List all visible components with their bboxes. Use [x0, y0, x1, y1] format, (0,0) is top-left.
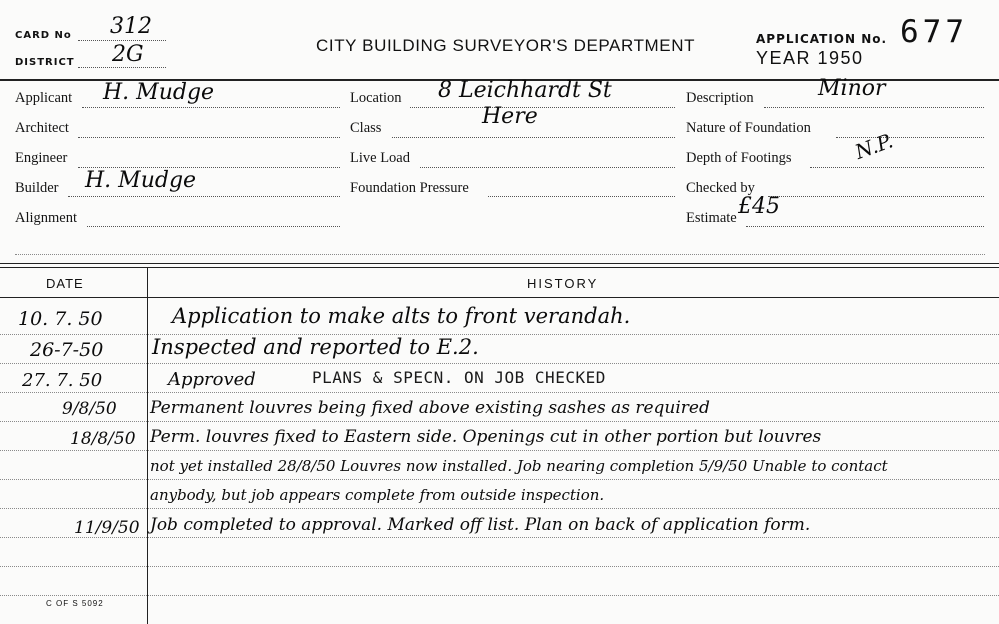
- builder-label: Builder: [15, 180, 59, 196]
- district-label: DISTRICT: [15, 57, 75, 68]
- estimate-value: £45: [738, 194, 780, 219]
- live-load-label: Live Load: [350, 150, 410, 166]
- checked-by-label: Checked by: [686, 180, 755, 196]
- department-title: CITY BUILDING SURVEYOR'S DEPARTMENT: [316, 36, 696, 55]
- history-column-header: HISTORY: [527, 276, 599, 291]
- row-line: [0, 392, 999, 393]
- alignment-line: [87, 226, 340, 227]
- row-line: [0, 595, 999, 596]
- card-no-line: [78, 40, 166, 41]
- live-load-line: [420, 167, 675, 168]
- history-text: anybody, but job appears complete from outside inspection.: [150, 486, 605, 504]
- description-value: Minor: [818, 76, 886, 101]
- depth-of-footings-line: [810, 167, 984, 168]
- date-column-divider: [147, 268, 148, 624]
- row-line: [0, 334, 999, 335]
- location-label: Location: [350, 90, 402, 106]
- class-value: Here: [482, 104, 538, 129]
- district-line: [78, 67, 166, 68]
- history-text: Approved: [168, 369, 256, 390]
- nature-of-foundation-label: Nature of Foundation: [686, 120, 811, 136]
- history-text: Perm. louvres fixed to Eastern side. Openings cut in other portion but louvres: [150, 427, 822, 447]
- history-text: Application to make alts to front verandah.: [172, 304, 631, 328]
- card-no-value: 312: [110, 14, 152, 39]
- row-line: [0, 421, 999, 422]
- application-number: 677: [900, 14, 968, 50]
- class-line: [392, 137, 675, 138]
- history-date: 11/9/50: [74, 518, 140, 538]
- estimate-line: [746, 226, 984, 227]
- history-date: 9/8/50: [62, 399, 117, 419]
- builder-line: [68, 196, 340, 197]
- checked-by-line: [768, 196, 984, 197]
- architect-line: [78, 137, 340, 138]
- history-date: 18/8/50: [70, 429, 136, 449]
- row-line: [0, 508, 999, 509]
- history-date: 10. 7. 50: [18, 308, 103, 330]
- application-label: APPLICATION No.: [756, 32, 888, 46]
- table-top-rule-2: [0, 267, 999, 268]
- depth-of-footings-label: Depth of Footings: [686, 150, 792, 166]
- fields-bottom-line: [15, 254, 985, 255]
- architect-label: Architect: [15, 120, 69, 136]
- row-line: [0, 537, 999, 538]
- history-text: Job completed to approval. Marked off list. Plan on back of application form.: [150, 515, 811, 535]
- history-date: 26-7-50: [30, 339, 104, 361]
- applicant-label: Applicant: [15, 90, 73, 106]
- row-line: [0, 450, 999, 451]
- table-header-rule: [0, 297, 999, 298]
- row-line: [0, 479, 999, 480]
- approval-stamp: PLANS & SPECN. ON JOB CHECKED: [312, 368, 606, 387]
- foundation-pressure-label: Foundation Pressure: [350, 180, 469, 196]
- history-text: not yet installed 28/8/50 Louvres now installed. Job nearing completion 5/9/50 Unable to contact: [150, 457, 888, 475]
- history-text: Permanent louvres being fixed above existing sashes as required: [150, 398, 710, 418]
- location-value: 8 Leichhardt St: [438, 78, 612, 103]
- foundation-pressure-line: [488, 196, 675, 197]
- applicant-line: [82, 107, 340, 108]
- applicant-value: H. Mudge: [103, 80, 215, 105]
- form-code: C OF S 5092: [46, 599, 104, 608]
- class-label: Class: [350, 120, 382, 136]
- description-line: [764, 107, 984, 108]
- date-column-header: DATE: [46, 276, 84, 291]
- history-date: 27. 7. 50: [22, 370, 103, 391]
- history-text: Inspected and reported to E.2.: [152, 335, 479, 359]
- engineer-label: Engineer: [15, 150, 68, 166]
- alignment-label: Alignment: [15, 210, 78, 226]
- description-label: Description: [686, 90, 754, 106]
- table-top-rule-1: [0, 263, 999, 264]
- builder-value: H. Mudge: [85, 168, 197, 193]
- district-value: 2G: [112, 42, 144, 67]
- location-line: [410, 107, 675, 108]
- card-no-label: CARD No: [15, 30, 72, 41]
- row-line: [0, 363, 999, 364]
- estimate-label: Estimate: [686, 210, 737, 226]
- depth-of-footings-value: N.P.: [851, 128, 897, 164]
- row-line: [0, 566, 999, 567]
- year-label: YEAR 1950: [756, 48, 864, 68]
